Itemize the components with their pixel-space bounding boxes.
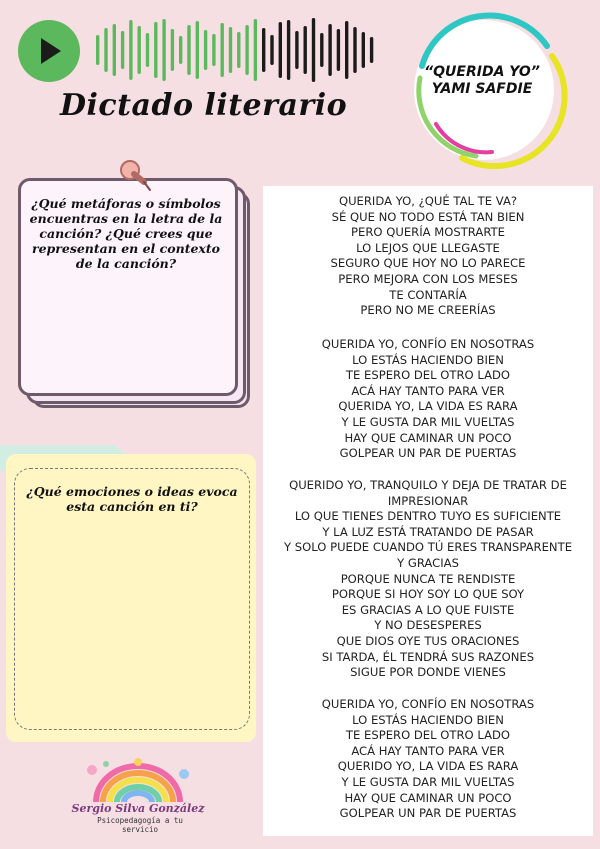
wave-bar (312, 18, 315, 82)
lyric-line: PERO MEJORA CON LOS MESES (338, 271, 518, 286)
wave-bar (328, 24, 331, 76)
lyric-line: TE ESPERO DEL OTRO LADO (345, 368, 511, 383)
wave-bar (96, 35, 99, 65)
wave-bar (370, 37, 373, 63)
play-icon[interactable] (18, 20, 80, 82)
lyric-line: TE CONTARÍA (389, 287, 467, 302)
wave-bar (337, 29, 340, 71)
wave-bar (287, 20, 290, 80)
logo-tagline-line-1: Psicopedagogía a tu (97, 816, 183, 825)
wave-bar (304, 26, 307, 74)
wave-bar (138, 26, 141, 74)
wave-bar (121, 31, 124, 69)
lyric-line: QUERIDA YO, CONFÍO EN NOSOTRAS (321, 337, 535, 351)
audio-waveform-icon (92, 16, 382, 84)
lyric-line: IMPRESIONAR (387, 493, 469, 508)
lyric-line: ACÁ HAY TANTO PARA VER (351, 383, 505, 398)
lyric-line: SEGURO QUE HOY NO LO PARECE (330, 256, 526, 271)
wave-bar (179, 36, 182, 64)
wave-bar (113, 24, 116, 76)
wave-bar (187, 25, 190, 75)
lyric-line: QUERIDO YO, LA VIDA ES RARA (337, 759, 519, 774)
lyric-line: PORQUE SI HOY SOY LO QUE SOY (331, 587, 525, 602)
lyric-line: SI TARDA, ÉL TENDRÁ SUS RAZONES (321, 649, 535, 664)
pushpin-icon (114, 156, 158, 200)
lyric-line: HAY QUE CAMINAR UN POCO (344, 430, 512, 445)
lyric-line: ES GRACIAS A LO QUE FUISTE (341, 602, 515, 617)
lyrics-stanza-3 (263, 478, 593, 681)
wave-bar (320, 33, 323, 67)
wave-bar (171, 29, 174, 71)
lyrics-stanza-1 (263, 194, 593, 319)
wave-bar (353, 27, 356, 73)
lyric-line: QUERIDO YO, TRANQUILO Y DEJA DE TRATAR DE (289, 478, 567, 492)
lyric-line: PERO NO ME CREERÍAS (360, 303, 496, 318)
lyric-line: TE ESPERO DEL OTRO LADO (345, 728, 511, 743)
lyric-line: QUERIDA YO, LA VIDA ES RARA (338, 399, 518, 414)
lyric-line: QUERIDA YO, CONFÍO EN NOSOTRAS (321, 697, 535, 711)
lyric-line: HAY QUE CAMINAR UN POCO (344, 790, 512, 805)
lyrics-stanza-2 (263, 337, 593, 462)
wave-bar (254, 19, 257, 81)
wave-bar (212, 34, 215, 66)
wave-bar (270, 35, 273, 65)
lyric-line: Y NO DESESPERES (374, 618, 482, 633)
lyric-line: PERO QUERÍA MOSTRARTE (351, 225, 505, 240)
logo-name: Sergio Silva González (71, 802, 205, 815)
lyric-line: PORQUE NUNCA TE RENDISTE (340, 571, 516, 586)
wave-bar (104, 28, 107, 72)
lyric-line: QUE DIOS OYE TUS ORACIONES (336, 633, 520, 648)
lyric-line: LO ESTÁS HACIENDO BIEN (352, 352, 504, 367)
wave-bar (245, 25, 248, 75)
wave-bar (362, 32, 365, 68)
lyric-line: Y SOLO PUEDE CUANDO TÚ ERES TRANSPARENTE (283, 540, 573, 555)
lyric-line: LO LEJOS QUE LLEGASTE (356, 240, 500, 255)
lyric-line: SÉ QUE NO TODO ESTÁ TAN BIEN (331, 209, 525, 224)
wave-bar (262, 28, 265, 72)
logo-tagline (70, 816, 210, 834)
page-title: Dictado literario (60, 88, 348, 123)
lyrics-stanza-4 (263, 697, 593, 822)
song-artist: YAMI SAFDIE (431, 81, 533, 97)
lyric-line: GOLPEAR UN PAR DE PUERTAS (339, 446, 517, 461)
wave-bar (204, 30, 207, 70)
lyric-line: QUERIDA YO, ¿QUÉ TAL TE VA? (338, 194, 518, 208)
wave-bar (345, 21, 348, 79)
lyric-line: LO QUE TIENES DENTRO TUYO ES SUFICIENTE (294, 509, 562, 524)
wave-bar (196, 21, 199, 79)
lyric-line: Y LA LUZ ESTÁ TRATANDO DE PASAR (322, 524, 534, 539)
wave-bar (154, 22, 157, 78)
song-title (410, 64, 554, 98)
wave-bar (162, 19, 165, 81)
wave-bar (129, 20, 132, 80)
wave-bar (221, 23, 224, 77)
wave-bar (295, 31, 298, 69)
lyric-line: Y LE GUSTA DAR MIL VUELTAS (341, 774, 515, 789)
wave-bar (237, 32, 240, 68)
lyric-line: LO ESTÁS HACIENDO BIEN (352, 712, 504, 727)
song-title-name: “QUERIDA YO” (424, 64, 540, 80)
lyric-line: SIGUE POR DONDE VIENES (350, 665, 506, 680)
lyric-line: Y LE GUSTA DAR MIL VUELTAS (341, 414, 515, 429)
question-1-text: ¿Qué metáforas o símbolos encuentras en la letra de la canción? ¿Qué crees que representan en el contexto de la canción? (29, 196, 223, 271)
question-2-text: ¿Qué emociones o ideas evoca esta canción en ti? (26, 484, 238, 514)
wave-bar (229, 27, 232, 73)
lyric-line: Y GRACIAS (397, 555, 459, 570)
wave-bar (146, 33, 149, 67)
lyric-line: GOLPEAR UN PAR DE PUERTAS (339, 806, 517, 821)
lyric-line: ACÁ HAY TANTO PARA VER (351, 743, 505, 758)
logo-tagline-line-2: servicio (121, 825, 159, 834)
wave-bar (279, 22, 282, 78)
